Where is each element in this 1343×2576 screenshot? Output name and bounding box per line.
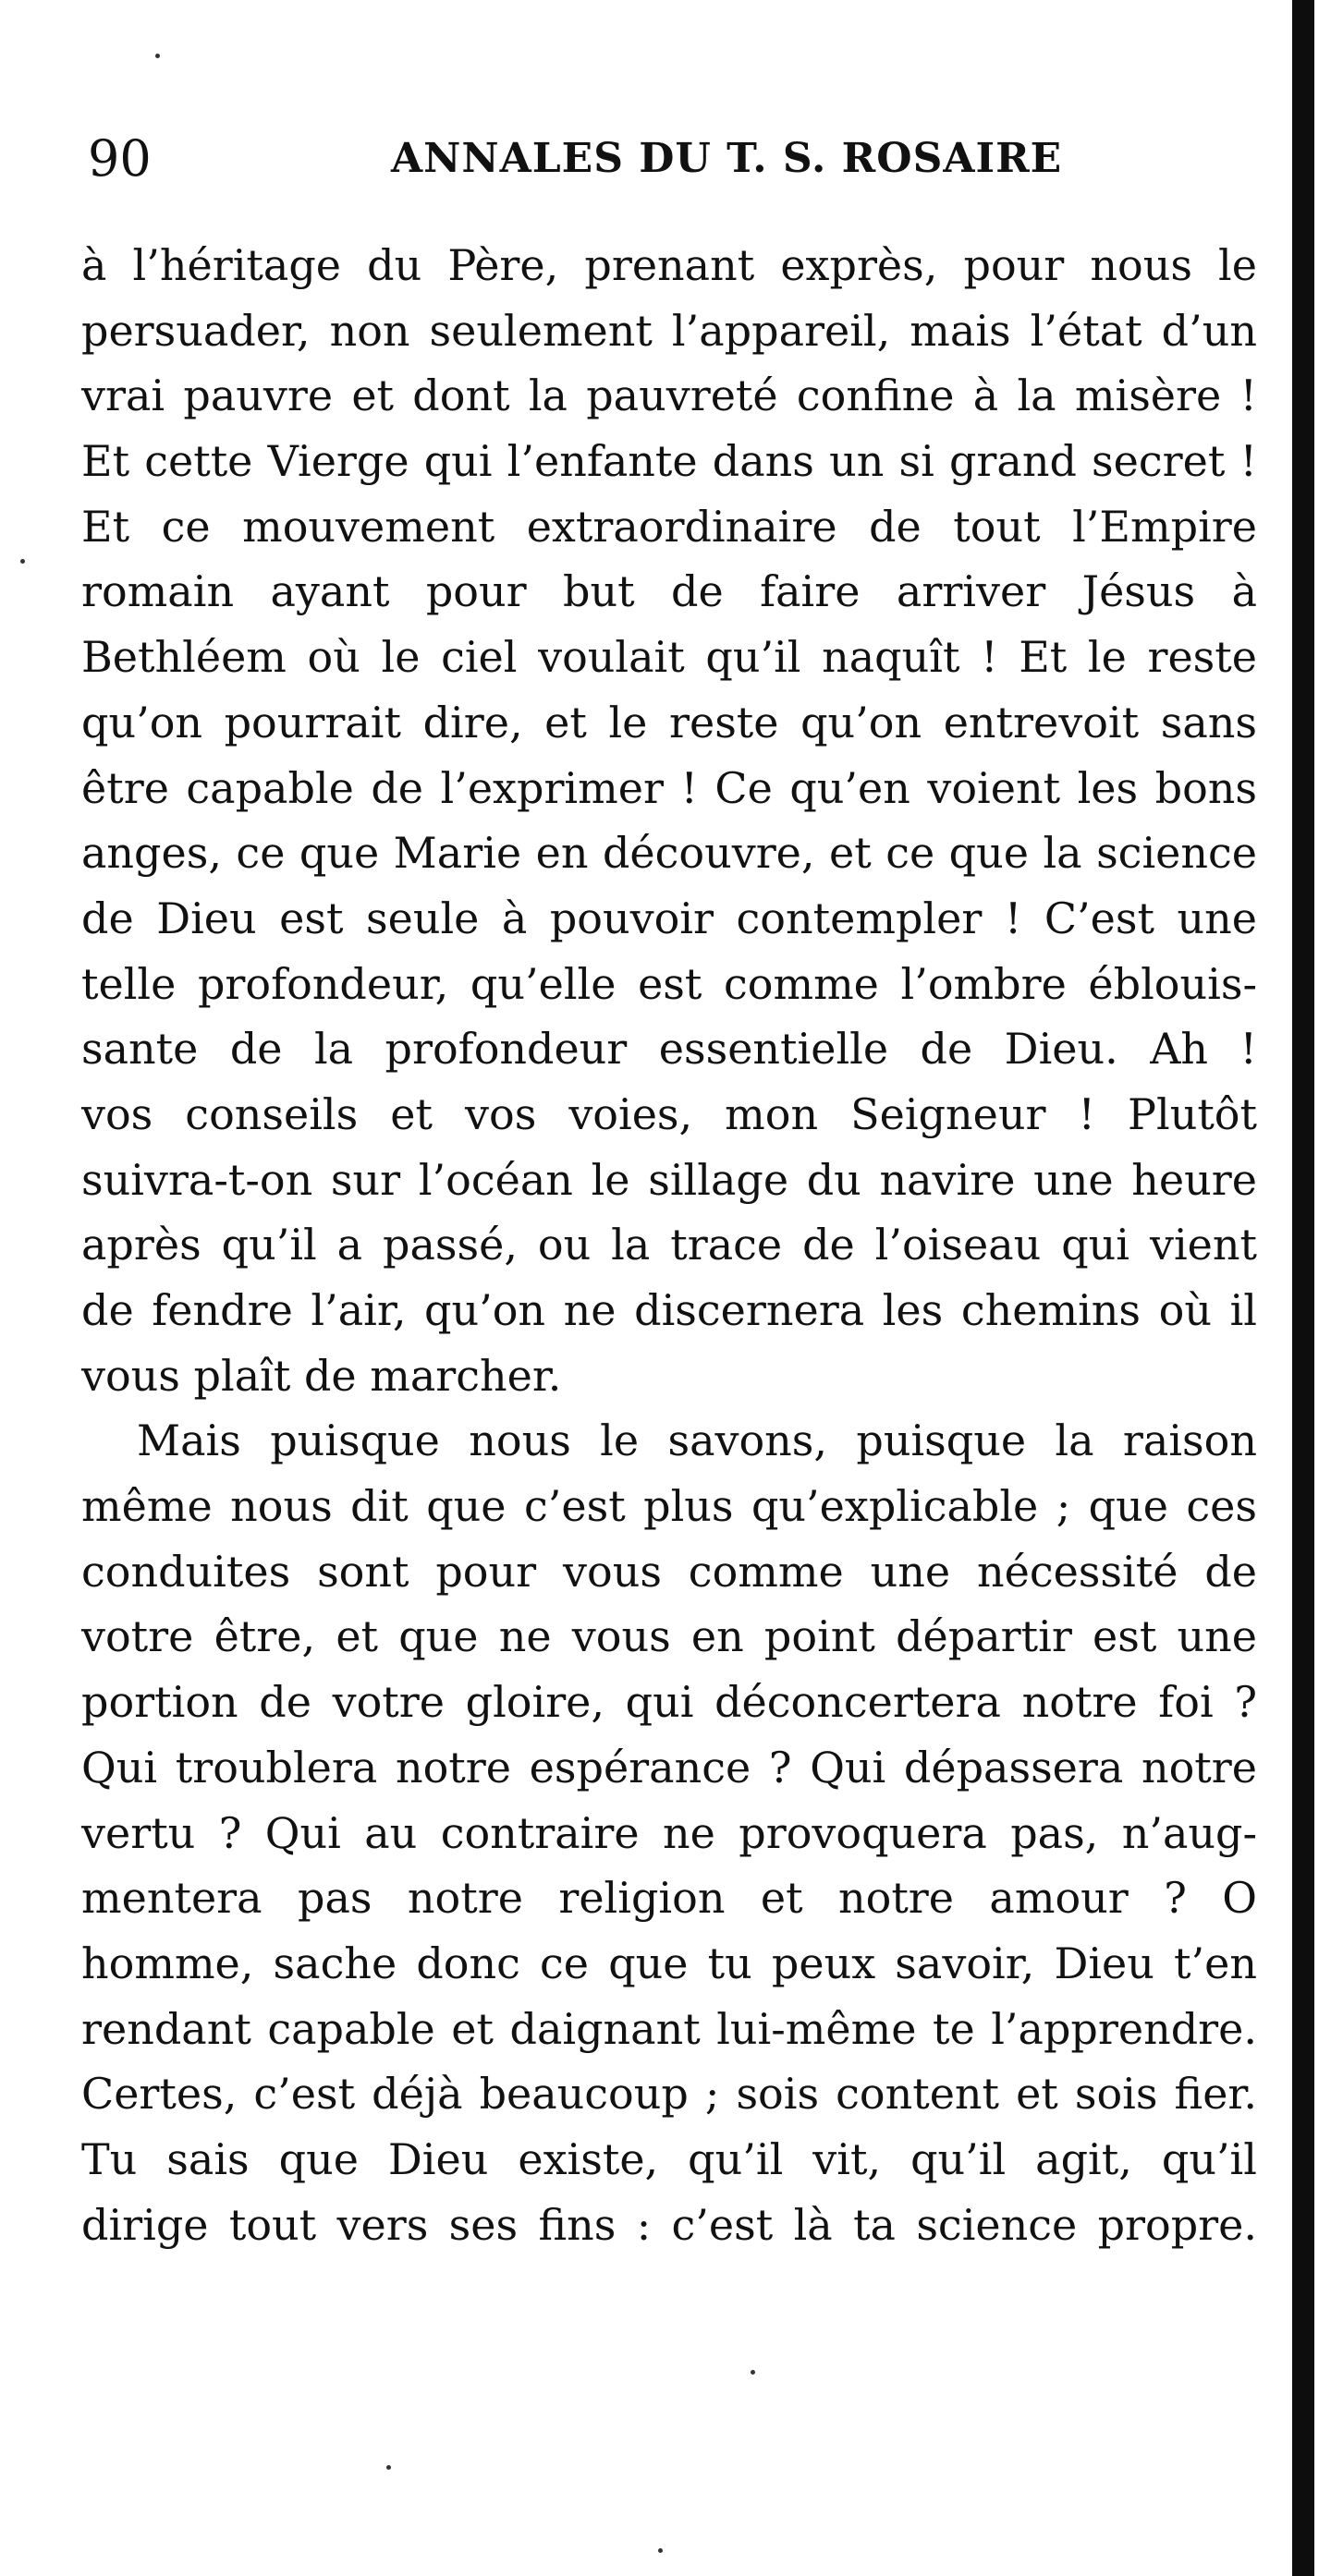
text-line: romain ayant pour but de faire arriver Jésus à: [81, 566, 1257, 617]
text-line: Qui troublera notre espérance ? Qui dépassera notre: [81, 1742, 1257, 1792]
scan-speck: [155, 54, 160, 58]
running-title: ANNALES DU T. S. ROSAIRE: [391, 135, 1063, 182]
text-line: dirige tout vers ses fins : c’est là ta science propre.: [81, 2199, 1257, 2250]
text-line: de fendre l’air, qu’on ne discernera les chemins où il: [81, 1285, 1257, 1335]
text-line: homme, sache donc ce que tu peux savoir, Dieu t’en: [81, 1938, 1257, 1988]
text-line: sante de la profondeur essentielle de Dieu. Ah !: [81, 1024, 1257, 1075]
text-line: Certes, c’est déjà beaucoup ; sois content et sois fier.: [81, 2069, 1257, 2120]
text-line: telle profondeur, qu’elle est comme l’ombre éblouis-: [81, 958, 1257, 1009]
scan-speck: [20, 559, 25, 564]
text-line: Tu sais que Dieu existe, qu’il vit, qu’il agit, qu’il: [81, 2133, 1257, 2184]
scan-speck: [658, 2548, 663, 2553]
text-line: conduites sont pour vous comme une nécessité de: [81, 1546, 1257, 1597]
page-number: 90: [88, 129, 152, 188]
text-line: même nous dit que c’est plus qu’explicable ; que ces: [81, 1481, 1257, 1532]
text-line: vertu ? Qui au contraire ne provoquera pas, n’aug-: [81, 1807, 1257, 1858]
text-line: vos conseils et vos voies, mon Seigneur ! Plutôt: [81, 1088, 1257, 1139]
page-header: [88, 122, 1280, 196]
text-line: être capable de l’exprimer ! Ce qu’en voient les bons: [81, 762, 1257, 813]
text-line: suivra-t-on sur l’océan le sillage du navire une heure: [81, 1154, 1257, 1205]
text-line: rendant capable et daignant lui-même te l’apprendre.: [81, 2003, 1257, 2054]
scan-speck: [751, 2370, 755, 2375]
text-line: mentera pas notre religion et notre amour ? O: [81, 1873, 1257, 1924]
text-line: anges, ce que Marie en découvre, et ce que la science: [81, 828, 1257, 879]
paragraph-start-line: Mais puisque nous le savons, puisque la raison: [137, 1416, 1257, 1466]
binding-edge: [1292, 0, 1314, 2576]
text-line: votre être, et que ne vous en point départir est une: [81, 1611, 1257, 1662]
text-line: persuader, non seulement l’appareil, mais l’état d’un: [81, 305, 1257, 356]
text-line: de Dieu est seule à pouvoir contempler ! C’est une: [81, 893, 1257, 943]
text-line: Et cette Vierge qui l’enfante dans un si grand secret !: [81, 436, 1257, 487]
text-line: vrai pauvre et dont la pauvreté confine à la misère !: [81, 371, 1257, 421]
text-line: qu’on pourrait dire, et le reste qu’on entrevoit sans: [81, 697, 1257, 747]
text-line: après qu’il a passé, ou la trace de l’oiseau qui vient: [81, 1220, 1257, 1270]
text-line: Bethléem où le ciel voulait qu’il naquît ! Et le reste: [81, 632, 1257, 683]
text-line: Et ce mouvement extraordinaire de tout l’Empire: [81, 501, 1257, 552]
scan-speck: [386, 2465, 391, 2470]
text-line: à l’héritage du Père, prenant exprès, pour nous le: [81, 240, 1257, 290]
text-line: portion de votre gloire, qui déconcertera notre foi ?: [81, 1677, 1257, 1728]
body-text: [81, 233, 1257, 2257]
paragraph-end-line: vous plaît de marcher.: [81, 1350, 562, 1401]
